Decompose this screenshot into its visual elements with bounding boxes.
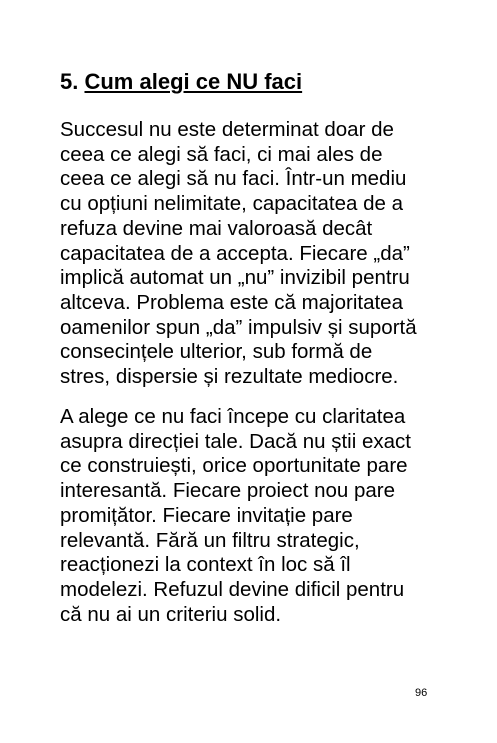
text-line: capacitatea de a accepta. Fiecare „da” [60,241,410,265]
text-line: interesantă. Fiecare proiect nou pare [60,479,396,503]
section-number: 5. [60,69,79,94]
text-line: stres, dispersie și rezultate mediocre. [60,365,399,389]
section-title: Cum alegi ce NU faci [84,69,303,94]
text-line: consecințele ulterior, sub formă de [60,340,373,364]
text-line: implică automat un „nu” invizibil pentru [60,266,410,290]
text-line: asupra direcției tale. Dacă nu știi exact [60,429,411,453]
text-line: relevantă. Fără un filtru strategic, [60,528,360,552]
text-line: Succesul nu este determinat doar de [60,118,394,141]
text-line: altceva. Problema este că majoritatea [60,290,403,314]
text-line: cu opțiuni nelimitate, capacitatea de a [60,192,404,216]
text-line: modelezi. Refuzul devine dificil pentru [60,577,405,601]
section-heading [60,68,302,96]
text-line: refuza devine mai valoroasă decât [60,216,373,240]
text-line: ceea ce alegi să nu faci. Într-un mediu [60,167,407,191]
text-line: ceea ce alegi să faci, ci mai ales de [60,142,383,166]
text-line: A alege ce nu faci începe cu claritatea [60,405,406,428]
text-line: că nu ai un criteriu solid. [60,602,282,626]
paragraph [60,118,460,390]
text-line: oamenilor spun „da” impulsiv și suportă [60,315,417,339]
text-line: ce construiești, orice oportunitate pare [60,454,408,478]
page-number: 96 [415,687,428,699]
text-line: reacționezi la context în loc să îl [60,553,351,577]
paragraph [60,405,460,627]
text-line: promițător. Fiecare invitație pare [60,503,353,527]
